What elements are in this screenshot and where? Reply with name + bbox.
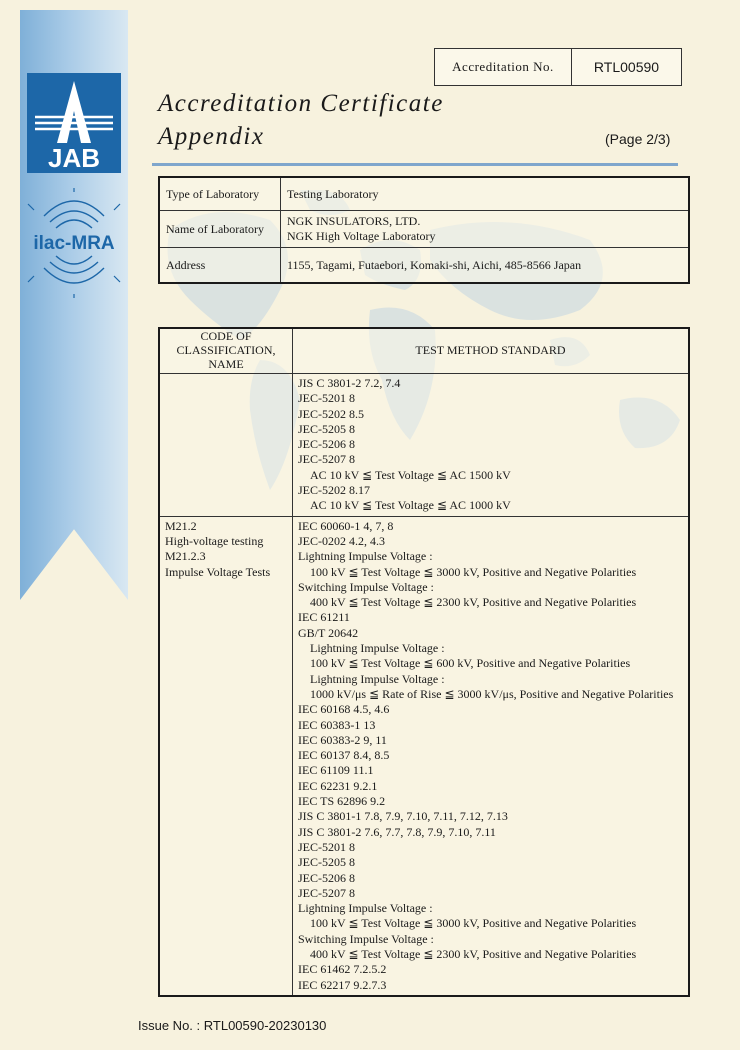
accreditation-number-box bbox=[434, 48, 682, 86]
standard-line: JEC-5206 8 bbox=[298, 437, 355, 452]
standard-line: IEC 62231 9.2.1 bbox=[298, 778, 378, 793]
standard-line: 400 kV ≦ Test Voltage ≦ 2300 kV, Positive and Negative Polarities bbox=[310, 595, 637, 610]
standard-line: 400 kV ≦ Test Voltage ≦ 2300 kV, Positive and Negative Polarities bbox=[310, 946, 637, 961]
standard-line: 100 kV ≦ Test Voltage ≦ 3000 kV, Positive and Negative Polarities bbox=[310, 564, 637, 579]
standard-line: Lightning Impulse Voltage : bbox=[310, 671, 445, 686]
standard-line: Lightning Impulse Voltage : bbox=[298, 901, 433, 916]
standard-line: IEC 62217 9.2.7.3 bbox=[298, 977, 387, 992]
classification-code-line: High-voltage testing bbox=[165, 533, 264, 548]
standard-line: IEC 60168 4.5, 4.6 bbox=[298, 702, 390, 717]
lab-name-row bbox=[159, 211, 689, 248]
page-number: (Page 2/3) bbox=[605, 131, 671, 147]
standard-line: JEC-5202 8.5 bbox=[298, 406, 364, 421]
classification-code-cell bbox=[159, 516, 293, 996]
certificate-title: Accreditation Certificate bbox=[158, 90, 444, 117]
standard-line: AC 10 kV ≦ Test Voltage ≦ AC 1500 kV bbox=[310, 467, 511, 482]
standard-line: 1000 kV/μs ≦ Rate of Rise ≦ 3000 kV/μs, Positive and Negative Polarities bbox=[310, 686, 674, 701]
standard-line: JEC-5207 8 bbox=[298, 452, 355, 467]
lab-name-value bbox=[281, 211, 690, 248]
lab-name-line-1: NGK INSULATORS, LTD. bbox=[287, 214, 421, 228]
standard-line: IEC TS 62896 9.2 bbox=[298, 794, 386, 809]
table-row bbox=[159, 516, 689, 996]
standard-line: JEC-5201 8 bbox=[298, 839, 355, 854]
classification-code-cell bbox=[159, 374, 293, 517]
laboratory-info-table bbox=[158, 176, 690, 284]
ilac-mra-logo bbox=[20, 188, 128, 298]
standard-line: 100 kV ≦ Test Voltage ≦ 600 kV, Positive and Negative Polarities bbox=[310, 656, 631, 671]
lab-type-value bbox=[281, 177, 690, 211]
classification-code-line: M21.2.3 bbox=[165, 549, 206, 564]
ilac-mra-logo-text: ilac-MRA bbox=[33, 233, 115, 254]
standard-line: Switching Impulse Voltage : bbox=[298, 579, 434, 594]
accreditation-number-value: RTL00590 bbox=[593, 59, 660, 75]
standard-line: 100 kV ≦ Test Voltage ≦ 3000 kV, Positive and Negative Polarities bbox=[310, 916, 637, 931]
test-standard-cell bbox=[293, 374, 690, 517]
accreditation-number-label: Accreditation No. bbox=[435, 49, 572, 85]
test-method-table bbox=[158, 327, 690, 997]
standard-line: JEC-5206 8 bbox=[298, 870, 355, 885]
standard-line: JEC-5207 8 bbox=[298, 885, 355, 900]
lab-name-line-2: NGK High Voltage Laboratory bbox=[287, 229, 436, 243]
standard-line: JEC-5205 8 bbox=[298, 855, 355, 870]
standard-line: Switching Impulse Voltage : bbox=[298, 931, 434, 946]
standard-line: AC 10 kV ≦ Test Voltage ≦ AC 1000 kV bbox=[310, 498, 511, 513]
jab-logo bbox=[27, 73, 121, 173]
standard-line: JEC-5202 8.17 bbox=[298, 483, 370, 498]
standard-line: GB/T 20642 bbox=[298, 625, 359, 640]
issue-number: Issue No. : RTL00590-20230130 bbox=[138, 1018, 327, 1033]
test-standard-cell bbox=[293, 516, 690, 996]
classification-code-line: M21.2 bbox=[165, 518, 197, 533]
standard-line: IEC 60383-2 9, 11 bbox=[298, 732, 387, 747]
classification-code-line: Impulse Voltage Tests bbox=[165, 564, 271, 579]
standard-line: JEC-5201 8 bbox=[298, 391, 355, 406]
standard-line: IEC 61462 7.2.5.2 bbox=[298, 962, 387, 977]
table-header-row bbox=[159, 328, 689, 374]
standard-line: Lightning Impulse Voltage : bbox=[298, 549, 433, 564]
address-row bbox=[159, 248, 689, 284]
address-value bbox=[281, 248, 690, 284]
standard-line: JIS C 3801-1 7.8, 7.9, 7.10, 7.11, 7.12, 7.13 bbox=[298, 809, 508, 824]
title-divider bbox=[152, 163, 678, 166]
lab-type-value-line: Testing Laboratory bbox=[287, 186, 379, 201]
table-row bbox=[159, 374, 689, 517]
code-column-header: CODE OF CLASSIFICATION, NAME bbox=[159, 328, 293, 374]
address-label: Address bbox=[159, 248, 281, 284]
standard-column-header: TEST METHOD STANDARD bbox=[293, 328, 690, 374]
standard-line: IEC 60137 8.4, 8.5 bbox=[298, 748, 390, 763]
standard-line: JEC-0202 4.2, 4.3 bbox=[298, 533, 385, 548]
jab-logo-text: JAB bbox=[47, 143, 101, 173]
standard-line: JIS C 3801-2 7.2, 7.4 bbox=[298, 376, 401, 390]
appendix-title: Appendix bbox=[158, 123, 265, 150]
standard-line: Lightning Impulse Voltage : bbox=[310, 641, 445, 656]
standard-line: IEC 61109 11.1 bbox=[298, 763, 374, 778]
lab-type-label: Type of Laboratory bbox=[159, 177, 281, 211]
standard-line: IEC 61211 bbox=[298, 610, 350, 625]
standard-line: IEC 60060-1 4, 7, 8 bbox=[298, 518, 394, 533]
lab-name-label: Name of Laboratory bbox=[159, 211, 281, 248]
lab-type-row bbox=[159, 177, 689, 211]
standard-line: IEC 60383-1 13 bbox=[298, 717, 376, 732]
address-value-line: 1155, Tagami, Futaebori, Komaki-shi, Aichi, 485-8566 Japan bbox=[287, 257, 582, 272]
standard-line: JIS C 3801-2 7.6, 7.7, 7.8, 7.9, 7.10, 7.11 bbox=[298, 824, 496, 839]
standard-line: JEC-5205 8 bbox=[298, 421, 355, 436]
